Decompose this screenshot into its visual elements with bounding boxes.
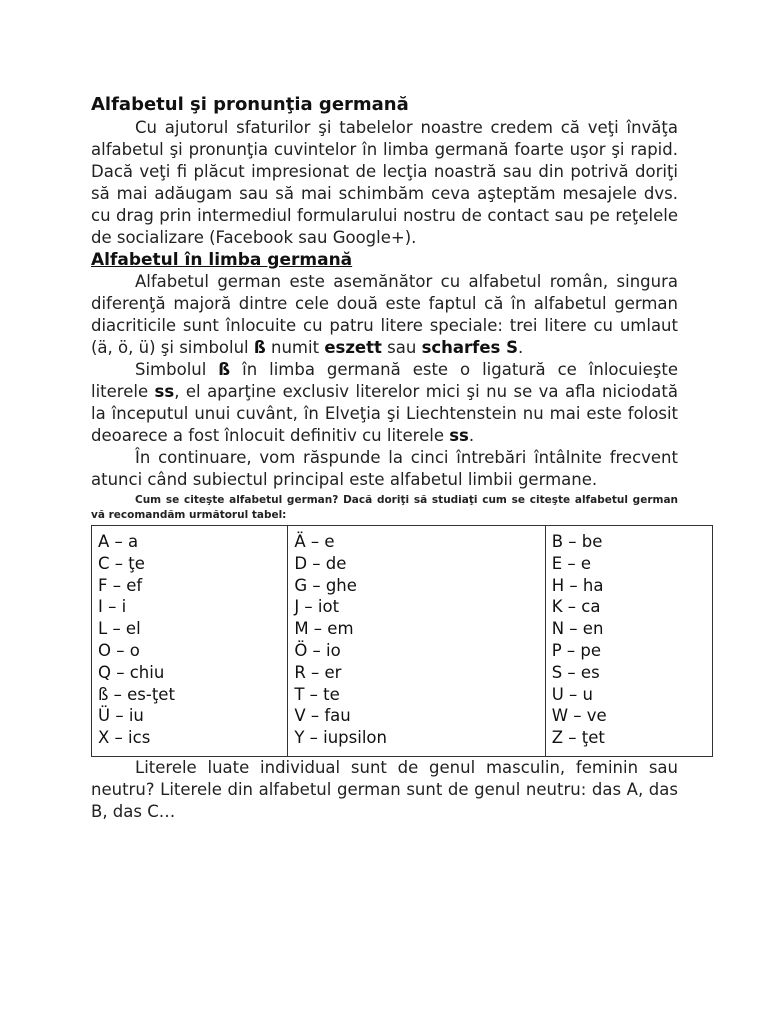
para2-text-c: , el aparţine exclusiv literelor mici şi nu se va afla niciodată la începutul unui cuvânt, în Elveţia şi Liechtenstein nu mai este folosit deoarece a fost înlocuit definitiv cu literele — [91, 382, 678, 445]
letter-entry: H – ha — [551, 575, 604, 595]
continuation-paragraph: În continuare, vom răspunde la cinci întrebări întâlnite frecvent atunci când subiectul principal este alfabetul limbii germane. — [91, 448, 678, 489]
alphabet-column-1 — [92, 526, 288, 757]
letter-entry: O – o — [98, 640, 140, 660]
letter-entry: C – ţe — [98, 553, 145, 573]
para1-text-a: Alfabetul german este asemănător cu alfabetul român, singura diferenţă majoră dintre cele două este faptul că în alfabetul german diacriticile sunt înlocuite cu patru litere speciale: trei litere cu umlaut (ä, ö, ü) şi simbolul — [91, 272, 678, 357]
letter-entry: Ä – e — [294, 532, 335, 551]
page-title: Alfabetul şi pronunţia germană — [91, 94, 409, 115]
ligature-paragraph — [91, 359, 678, 447]
alphabet-table — [91, 525, 713, 757]
letter-entry: Ö – io — [294, 640, 341, 660]
letter-entry: U – u — [551, 684, 593, 704]
table-caption: Cum se citeşte alfabetul german? Dacă doriţi să studiaţi cum se citeşte alfabetul german vă recomandăm următorul tabel: — [91, 494, 678, 521]
para2-text-d: . — [468, 426, 475, 445]
letter-entry: Ü – iu — [98, 706, 144, 726]
ss-term-2: ss — [449, 426, 469, 445]
alphabet-description-paragraph — [91, 271, 678, 359]
eszett-term: eszett — [324, 338, 382, 357]
letter-entry: I – i — [98, 597, 127, 617]
section-title: Alfabetul în limba germană — [91, 250, 353, 270]
letter-entry: P – pe — [551, 640, 602, 660]
eszett-symbol: ß — [253, 338, 266, 357]
letter-entry: Q – chiu — [98, 662, 165, 682]
letter-entry: J – iot — [294, 597, 340, 617]
letter-entry: S – es — [551, 662, 600, 682]
letter-entry: W – ve — [551, 706, 607, 726]
letter-entry: D – de — [294, 553, 347, 573]
letter-entry: E – e — [551, 553, 592, 573]
letter-entry: M – em — [294, 619, 354, 639]
letter-entry: F – ef — [98, 575, 143, 595]
letter-entry: ß – es-ţet — [98, 684, 175, 704]
letter-entry: Y – iupsilon — [294, 728, 387, 748]
letter-entry: G – ghe — [294, 575, 357, 595]
ligature-symbol: ß — [218, 360, 231, 379]
ss-term-1: ss — [154, 382, 175, 401]
para1-text-b: numit — [265, 338, 325, 357]
document-content — [91, 93, 678, 823]
alphabet-column-2 — [288, 526, 545, 757]
closing-paragraph: Literele luate individual sunt de genul masculin, feminin sau neutru? Literele din alfabetul german sunt de genul neutru: das A, das B, das C… — [91, 757, 678, 821]
letter-entry: R – er — [294, 662, 342, 682]
letter-entry: V – fau — [294, 706, 351, 726]
letter-entry: T – te — [294, 684, 340, 704]
para1-text-c: sau — [381, 338, 422, 357]
letter-entry: B – be — [551, 532, 603, 551]
scharfes-term: scharfes S — [421, 338, 519, 357]
letter-entry: N – en — [551, 619, 604, 639]
para2-text-b: în limba germană este o ligatură ce înlocuieşte literele — [91, 360, 678, 401]
intro-paragraph: Cu ajutorul sfaturilor şi tabelelor noastre credem că veţi învăţa alfabetul şi pronunţia cuvintelor în limba germană foarte uşor şi rapid. Dacă veţi fi plăcut impresionat de lecţia noastră sau din potrivă doriţi să mai adăugam sau să mai schimbăm ceva aşteptăm mesajele dvs. cu drag prin intermediul formularului nostru de contact sau pe reţelele de socializare (Facebook sau Google+). — [91, 118, 678, 247]
letter-entry: X – ics — [98, 728, 151, 748]
para2-text-a: Simbolul — [135, 360, 219, 379]
letter-entry: L – el — [98, 619, 141, 639]
letter-entry: A – a — [98, 532, 139, 551]
para1-text-d: . — [518, 338, 524, 357]
letter-entry: K – ca — [551, 597, 601, 617]
alphabet-column-3 — [545, 526, 712, 757]
letter-entry: Z – ţet — [551, 728, 605, 748]
alphabet-table-row — [92, 526, 713, 757]
